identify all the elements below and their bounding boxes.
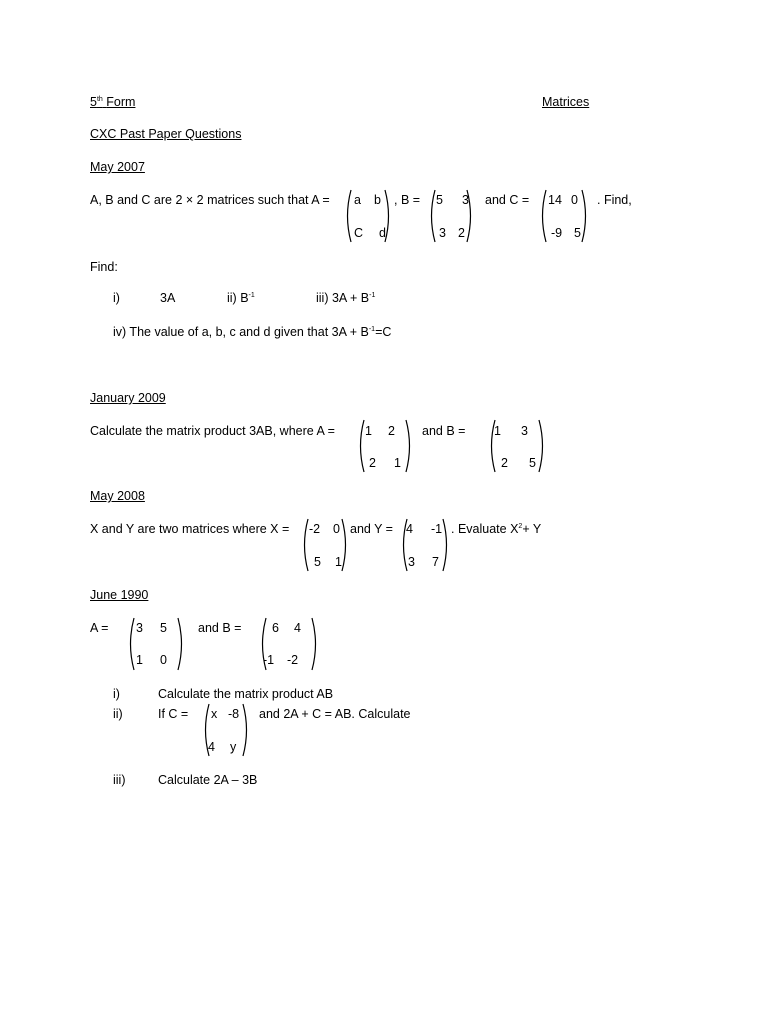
- heading-june-1990: June 1990: [90, 588, 149, 602]
- matrix-x-2008: [300, 518, 350, 572]
- matrix-cell: -1: [431, 522, 443, 536]
- q1-text: 3A: [160, 291, 176, 305]
- matrix-cell: 1: [136, 653, 143, 667]
- may2007-intro: A, B and C are 2 × 2 matrices such that A =: [90, 193, 330, 207]
- matrix-cell: 0: [333, 522, 340, 536]
- heading-may-2008: May 2008: [90, 489, 145, 503]
- june1990-sep-b: and B =: [198, 621, 242, 635]
- matrix-cell: 4: [406, 522, 413, 536]
- form-ordinal: th: [96, 95, 103, 103]
- matrix-cell: -2: [309, 522, 321, 536]
- tail-sup: 2: [518, 522, 523, 530]
- matrix-b-1990: [258, 617, 320, 671]
- matrix-cell: 3: [136, 621, 143, 635]
- matrix-brackets: [126, 617, 186, 671]
- matrix-brackets: [300, 518, 350, 572]
- q3-text: [316, 292, 375, 305]
- matrix-cell: 2: [501, 456, 508, 470]
- matrix-cell: 7: [432, 555, 439, 569]
- june1990-q1-number: i): [113, 687, 120, 701]
- form-word: Form: [106, 95, 136, 109]
- may2007-tail: . Find,: [597, 193, 632, 207]
- matrix-cell: x: [211, 707, 218, 721]
- q4-pre: iv) The value of a, b, c and d given that 3A + B: [113, 325, 369, 339]
- matrix-cell: 4: [208, 740, 215, 754]
- matrix-y-2008: [399, 518, 451, 572]
- matrix-cell: 1: [335, 555, 342, 569]
- may2008-tail: [451, 523, 541, 536]
- matrix-cell: a: [354, 193, 361, 207]
- jan2009-sep-b: and B =: [422, 424, 466, 438]
- q3-sup: -1: [369, 291, 376, 299]
- matrix-c-2007: [538, 189, 590, 243]
- matrix-cell: 5: [529, 456, 536, 470]
- matrix-cell: 5: [314, 555, 321, 569]
- matrix-cell: 2: [458, 226, 465, 240]
- matrix-cell: 3: [462, 193, 469, 207]
- jan2009-intro: Calculate the matrix product 3AB, where A =: [90, 424, 335, 438]
- q1-number: i): [113, 291, 120, 305]
- matrix-cell: 3: [521, 424, 528, 438]
- tail-pre: . Evaluate X: [451, 522, 519, 536]
- q3-pre: iii) 3A + B: [316, 291, 370, 305]
- matrix-cell: 3: [408, 555, 415, 569]
- q4-sup: -1: [368, 325, 376, 333]
- june1990-q3-number: iii): [113, 773, 126, 787]
- matrix-cell: -1: [263, 653, 275, 667]
- june1990-q2-pre: If C =: [158, 707, 189, 721]
- june1990-q2-post: and 2A + C = AB. Calculate: [259, 707, 411, 721]
- heading-jan-2009: January 2009: [90, 391, 166, 405]
- matrix-brackets: [538, 189, 590, 243]
- may2007-sep-c: and C =: [485, 193, 530, 207]
- q2-sup: -1: [248, 291, 255, 299]
- matrix-cell: 6: [272, 621, 279, 635]
- matrix-cell: -8: [228, 707, 240, 721]
- may2008-sep-y: and Y =: [350, 522, 393, 536]
- matrix-cell: 3: [439, 226, 446, 240]
- june1990-q1-text: Calculate the matrix product AB: [158, 687, 334, 701]
- heading-may-2007: May 2007: [90, 160, 145, 174]
- matrix-cell: 2: [369, 456, 376, 470]
- matrix-cell: 5: [436, 193, 443, 207]
- matrix-cell: -2: [287, 653, 299, 667]
- matrix-cell: -9: [551, 226, 563, 240]
- matrix-b-2009: [487, 419, 547, 473]
- matrix-cell: 1: [394, 456, 401, 470]
- may2007-sep-b: , B =: [394, 193, 421, 207]
- june1990-q2-number: ii): [113, 707, 123, 721]
- matrix-cell: C: [354, 226, 364, 240]
- matrix-cell: 1: [365, 424, 372, 438]
- matrix-cell: b: [374, 193, 381, 207]
- june1990-a-label: A =: [90, 621, 109, 635]
- june1990-q3-text: Calculate 2A – 3B: [158, 773, 258, 787]
- matrix-a-1990: [126, 617, 186, 671]
- tail-post: + Y: [522, 522, 542, 536]
- matrix-cell: 2: [388, 424, 395, 438]
- matrix-cell: 0: [160, 653, 167, 667]
- may2008-intro: X and Y are two matrices where X =: [90, 522, 290, 536]
- form-label: [90, 96, 135, 109]
- matrix-a-2009: [356, 419, 414, 473]
- matrix-cell: y: [230, 740, 237, 754]
- matrix-cell: d: [379, 226, 386, 240]
- matrix-b-2007: [427, 189, 475, 243]
- matrix-cell: 4: [294, 621, 301, 635]
- matrix-a-2007: [343, 189, 393, 243]
- matrix-cell: 5: [160, 621, 167, 635]
- matrix-cell: 0: [571, 193, 578, 207]
- form-number: 5: [90, 95, 97, 109]
- q2-text: [227, 292, 255, 305]
- q4-text: [113, 326, 391, 339]
- q2-pre: ii) B: [227, 291, 249, 305]
- matrix-cell: 14: [548, 193, 562, 207]
- subtitle: CXC Past Paper Questions: [90, 127, 242, 141]
- topic-title: Matrices: [542, 95, 590, 109]
- matrix-cell: 1: [494, 424, 501, 438]
- q4-post: =C: [375, 325, 392, 339]
- matrix-c-1990: [201, 703, 251, 757]
- matrix-cell: 5: [574, 226, 581, 240]
- find-label: Find:: [90, 260, 118, 274]
